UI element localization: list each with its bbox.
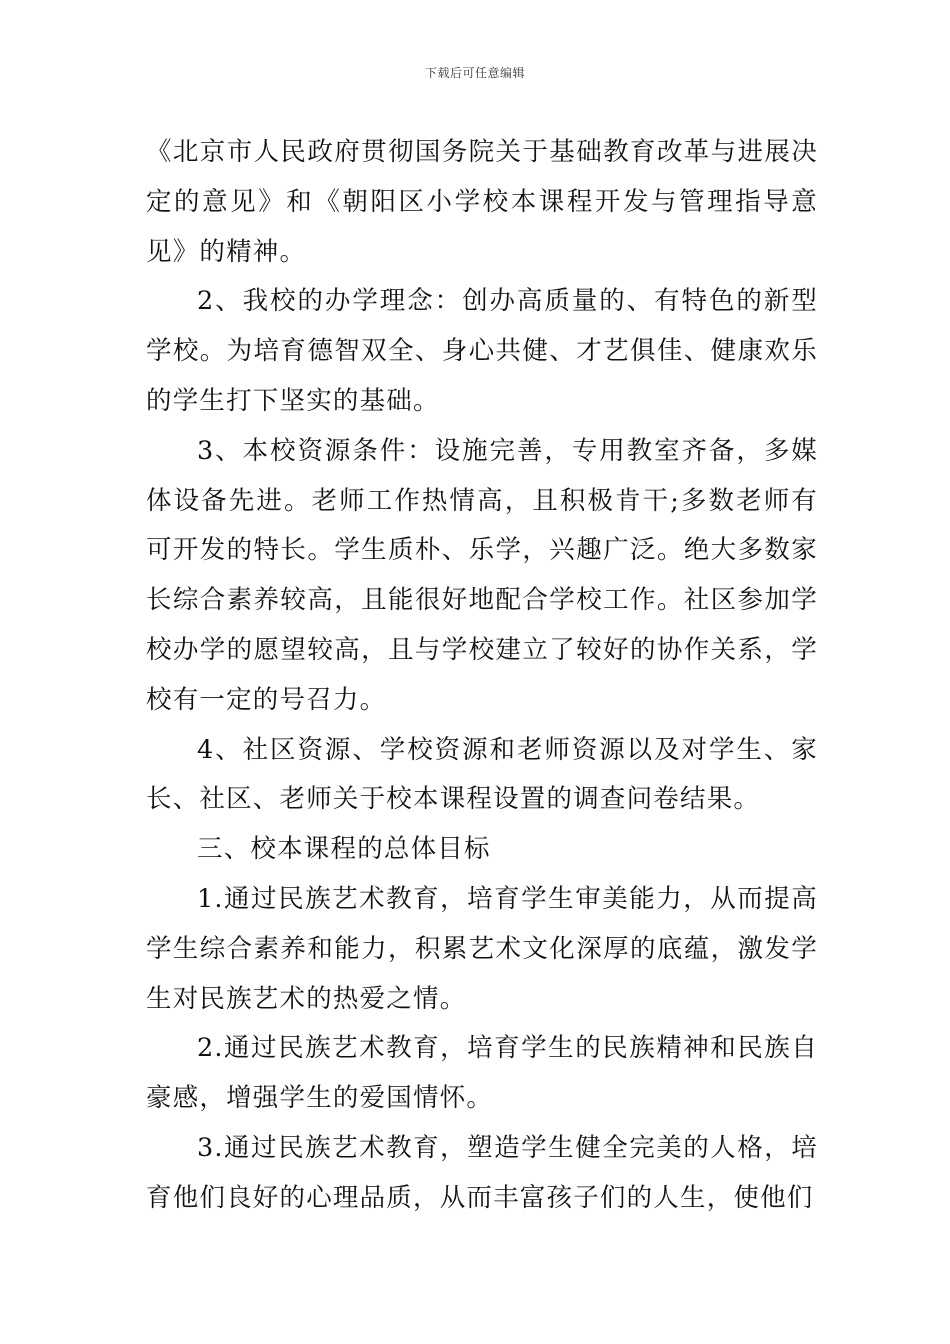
paragraph-goal-2: 2.通过民族艺术教育，培育学生的民族精神和民族自豪感，增强学生的爱国情怀。 bbox=[146, 1033, 818, 1114]
paragraph-school-philosophy: 2、我校的办学理念：创办高质量的、有特色的新型学校。为培育德智双全、身心共健、才艺俱佳、健康欢乐的学生打下坚实的基础。 bbox=[146, 286, 818, 416]
document-body bbox=[146, 128, 818, 1224]
paragraph-goal-3: 3.通过民族艺术教育，塑造学生健全完美的人格，培育他们良好的心理品质，从而丰富孩子们的人生，使他们 bbox=[146, 1132, 818, 1213]
paragraph-goal-1: 1.通过民族艺术教育，培育学生审美能力，从而提高学生综合素养和能力，积累艺术文化深厚的底蕴，激发学生对民族艺术的热爱之情。 bbox=[146, 883, 818, 1014]
paragraph-survey-results: 4、社区资源、学校资源和老师资源以及对学生、家长、社区、老师关于校本课程设置的调查问卷结果。 bbox=[146, 734, 818, 815]
section-heading-overall-goals: 三、校本课程的总体目标 bbox=[197, 834, 491, 865]
page-header-note: 下载后可任意编辑 bbox=[424, 66, 525, 80]
paragraph-school-resources: 3、本校资源条件：设施完善，专用教室齐备，多媒体设备先进。老师工作热情高，且积极肯干;多数老师有可开发的特长。学生质朴、乐学，兴趣广泛。绝大多数家长综合素养较高，且能很好地配合学校工作。社区参加学校办学的愿望较高，且与学校建立了较好的协作关系，学校有一定的号召力。 bbox=[146, 435, 818, 715]
paragraph-continuation: 《北京市人民政府贯彻国务院关于基础教育改革与进展决定的意见》和《朝阳区小学校本课程开发与管理指导意见》的精神。 bbox=[146, 137, 818, 267]
